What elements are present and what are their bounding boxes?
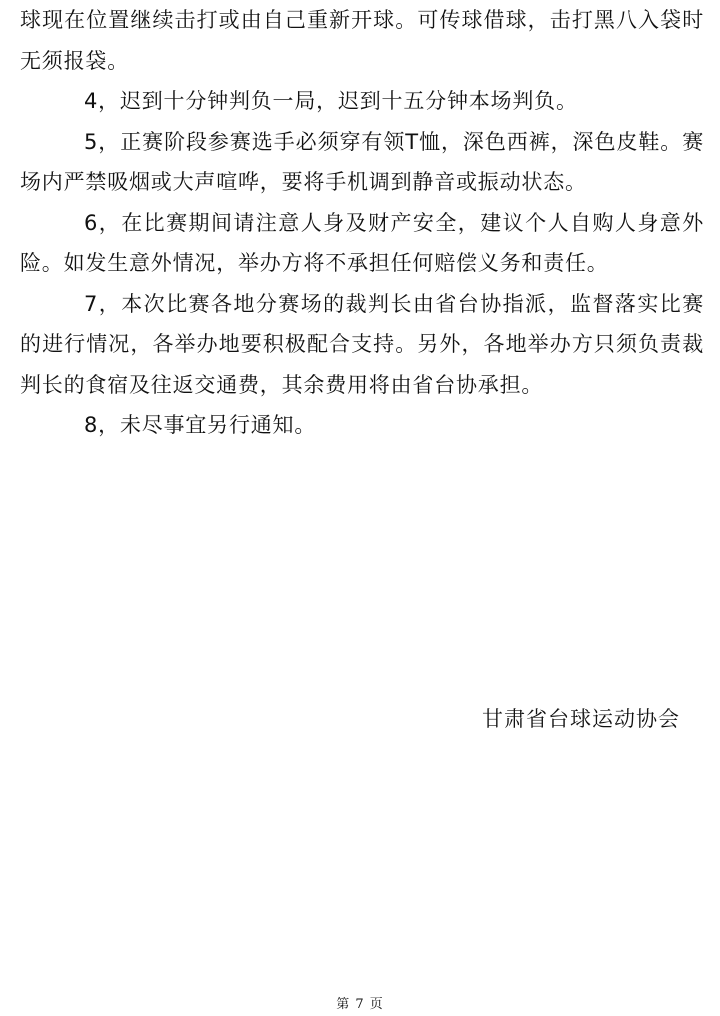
paragraph-rule-7-referee: 7，本次比赛各地分赛场的裁判长由省台协指派，监督落实比赛的进行情况，各举办地要积极配合支持。另外，各地举办方只须负责裁判长的食宿及往返交通费，其余费用将由省台协承担。 [20, 291, 704, 397]
paragraph-continued-rules: 球现在位置继续击打或由自己重新开球。可传球借球，击打黑八入袋时无须报袋。 [20, 8, 704, 73]
signature-organization: 甘肃省台球运动协会 [482, 707, 680, 731]
document-body [20, 0, 704, 446]
paragraph-rule-5-dress-code: 5，正赛阶段参赛选手必须穿有领T恤，深色西裤，深色皮鞋。赛场内严禁吸烟或大声喧哗，要将手机调到静音或振动状态。 [20, 129, 704, 194]
page-number: 第 7 页 [336, 997, 384, 1012]
paragraph-rule-4-lateness: 4，迟到十分钟判负一局，迟到十五分钟本场判负。 [84, 89, 578, 113]
paragraph-rule-8-other: 8，未尽事宜另行通知。 [84, 413, 317, 437]
paragraph-rule-6-safety: 6，在比赛期间请注意人身及财产安全，建议个人自购人身意外险。如发生意外情况，举办方将不承担任何赔偿义务和责任。 [20, 210, 704, 275]
